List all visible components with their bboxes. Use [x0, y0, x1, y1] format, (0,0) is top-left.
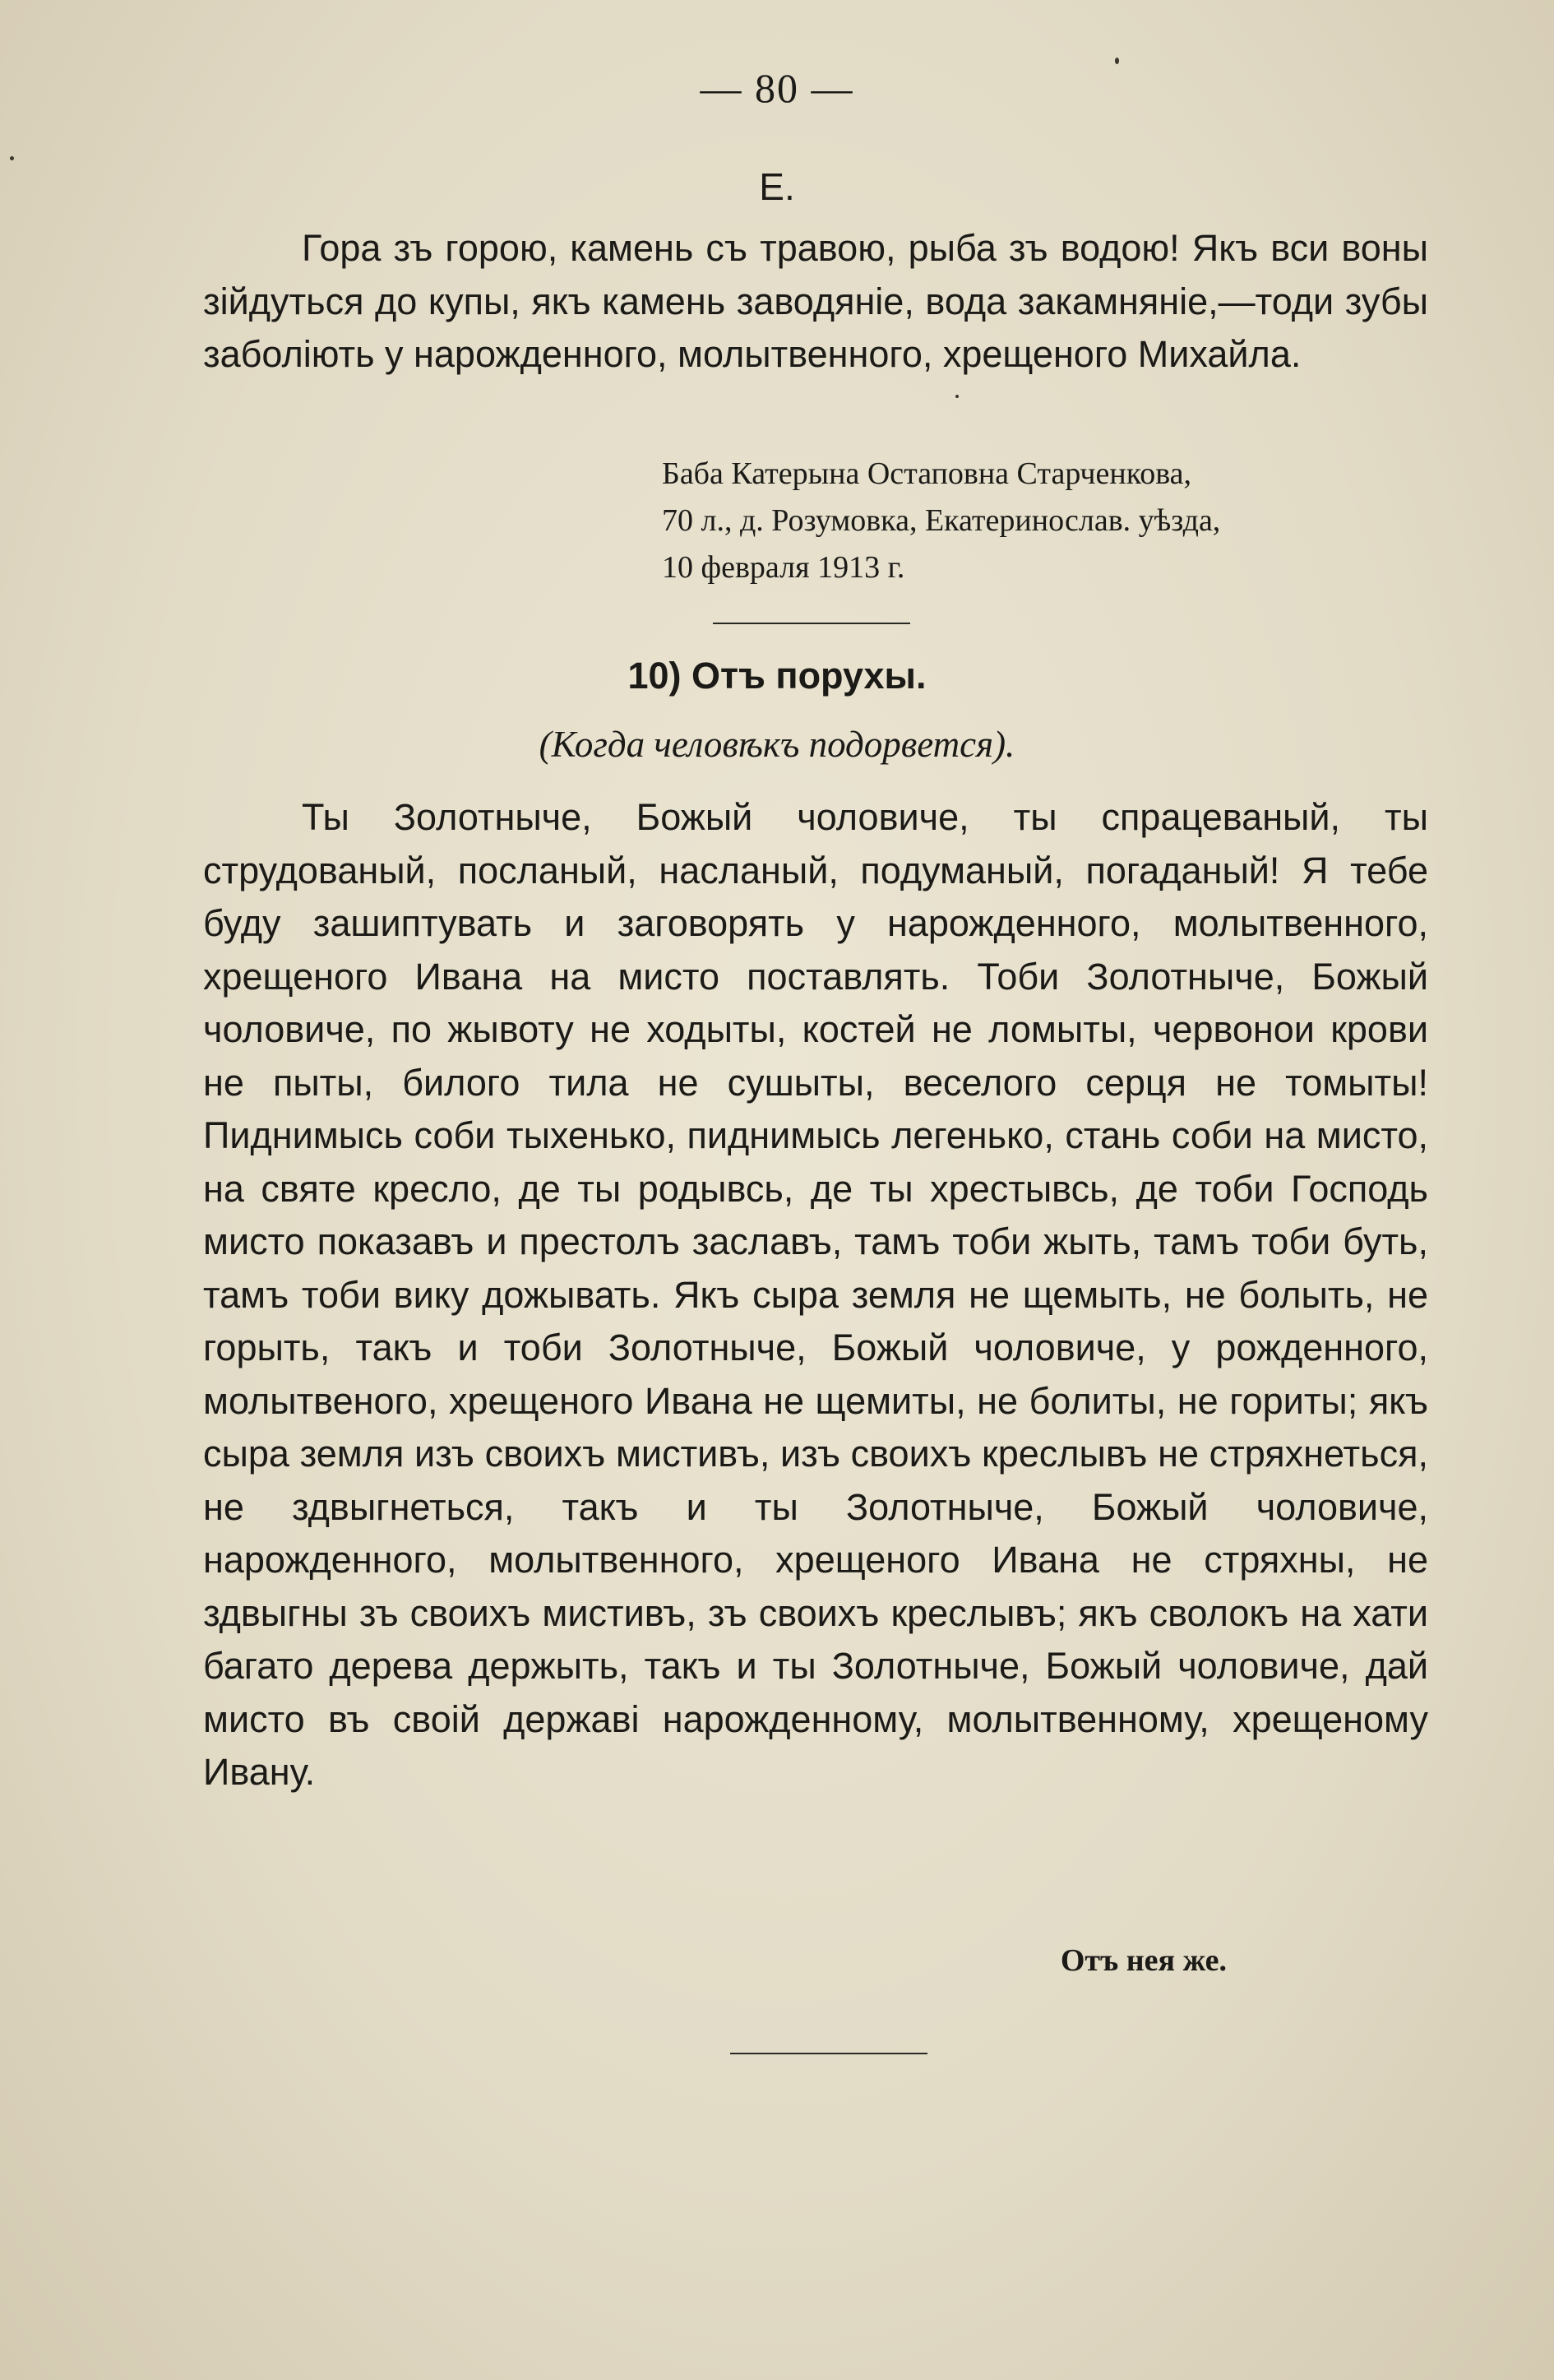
attribution-line-informant: Баба Катерына Остаповна Старченкова,	[662, 456, 1192, 491]
section-subheading: (Когда человѣкъ подорвется).	[539, 724, 1015, 765]
source-note: Отъ нея же.	[1060, 1943, 1227, 1978]
section-e-paragraph: Гора зъ горою, камень съ травою, рыба зъ водою! Якъ вси воны зійдуться до купы, якъ камень заводяніе, вода закамняніе,—тоди зубы заболіють у нарожденного, молытвенного, хрещеного Михайла.	[203, 227, 1428, 375]
end-divider	[730, 2053, 927, 2054]
section-e-attribution	[662, 451, 1435, 591]
section-e-body	[203, 222, 1428, 382]
section-10-paragraph: Ты Золотныче, Божый чоловиче, ты спрацеваный, ты струдованый, посланый, насланый, подуманый, погаданый! Я тебе буду зашиптувать и заговорять у нарожденного, молытвенного, хрещеного Ивана на мисто поставлять. Тоби Золотныче, Божый чоловиче, по жывоту не ходыты, костей не ломыты, червонои крови не пыты, билого тила не сушыты, веселого серця не томыты! Пиднимысь соби тыхенько, пиднимысь легенько, стань соби на мисто, на святе кресло, де ты родывсь, де ты хрестывсь, де тоби Господь мисто показавъ и престолъ заславъ, тамъ тоби жыть, тамъ тоби буть, тамъ тоби вику дожывать. Якъ сыра земля не щемыть, не болыть, не горыть, такъ и тоби Золотныче, Божый чоловиче, у рожденного, молытвеного, хрещеного Ивана не щемиты, не болиты, не гориты; якъ сыра земля изъ своихъ мистивъ, изъ своихъ креслывъ не стряхнеться, не здвыгнеться, такъ и ты Золотныче, Божый чоловиче, нарожденного, молытвенного, хрещеного Ивана не стряхны, не здвыгны зъ своихъ мистивъ, зъ своихъ креслывъ; якъ сволокъ на хати багато дерева держыть, такъ и ты Золотныче, Божый чоловиче, дай мисто въ своій державі нарожденному, молытвенному, хрещеному Ивану.	[203, 796, 1428, 1793]
section-letter-e: Е.	[759, 165, 795, 208]
attribution-line-place: 70 л., д. Розумовка, Екатеринослав. уѣзда,	[662, 503, 1221, 538]
attribution-line-date: 10 февраля 1913 г.	[662, 550, 905, 585]
section-heading: 10) Отъ порухы.	[627, 655, 927, 697]
section-10-body	[203, 791, 1428, 1799]
page-number: — 80 —	[700, 65, 854, 111]
paper-speck	[1115, 58, 1119, 64]
paper-speck	[10, 156, 14, 160]
section-divider	[713, 623, 910, 624]
paper-speck	[955, 395, 959, 398]
